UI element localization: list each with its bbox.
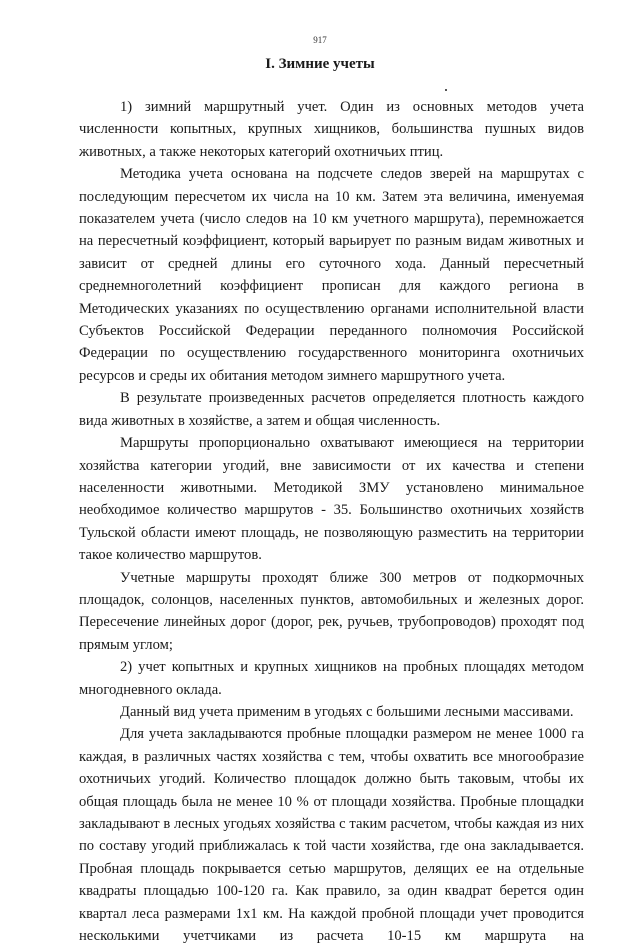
scan-speck [445,89,447,91]
body-text [79,96,584,947]
section-heading: I. Зимние учеты [265,56,375,72]
paragraph-sample-plots: 2) учет копытных и крупных хищников на пробных площадях методом многодневного оклада. [79,659,584,698]
paragraph-density: В результате произведенных расчетов определяется плотность каждого вида животных в хозяйстве, а затем и общая численность. [79,390,584,429]
paragraph-forest-use: Данный вид учета применим в угодьях с большими лесными массивами. [120,703,574,720]
page-number: 917 [313,35,327,45]
paragraph-routes: Маршруты пропорционально охватывают имеющиеся на территории хозяйства категории угодий, вне зависимости от их качества и степени населенности животными. Методикой ЗМУ установлено минимальное необходимое количество маршрутов - 35. Большинство охотничьих хозяйств Тульской области имеют площадь, не позволяющую разместить на территории такое количество маршрутов. [79,435,584,564]
paragraph-route-count: 1) зимний маршрутный учет. Один из основных методов учета численности копытных, крупных хищников, большинства пушных видов животных, а также некоторых категорий охотничьих птиц. [79,99,584,160]
paragraph-methodology: Методика учета основана на подсчете следов зверей на маршрутах с последующим пересчетом их числа на 10 км. Затем эта величина, именуемая показателем учета (число следов на 10 км учетного маршрута), перемножается на пересчетный коэффициент, который варьирует по разным видам животных и зависит от средней длины его суточного хода. Данный пересчетный среднемноголетний коэффициент прописан для каждого региона в Методических указаниях по осуществлению органами исполнительной власти Субъектов Российской Федерации переданного полномочия Российской Федерации по осуществлению государственного мониторинга охотничьих ресурсов и среды их обитания методом зимнего маршрутного учета. [79,166,584,384]
paragraph-plot-layout: Для учета закладываются пробные площадки размером не менее 1000 га каждая, в различных частях хозяйства с тем, чтобы охватить все многообразие охотничьих угодий. Количество площадок должно быть таковым, чтобы их общая площадь была не менее 10 % от площади хозяйства. Пробные площадки закладывают в лесных угодьях хозяйства с таким расчетом, чтобы каждая из них по составу угодий приближалась к той части хозяйства, где она закладывается. Пробная площадь покрывается сетью маршрутов, делящих ее на отдельные квадраты площадью 100-120 га. Как правило, за один квадрат берется один квартал леса размерами 1х1 км. На каждой пробной площади учет проводится несколькими учетчиками из расчета 10-15 км маршрута на [79,726,584,945]
paragraph-route-distance: Учетные маршруты проходят ближе 300 метров от подкормочных площадок, солонцов, населенных пунктов, автомобильных и железных дорог. Пересечение линейных дорог (дорог, рек, ручьев, трубопроводов) проходят под прямым углом; [79,569,584,653]
